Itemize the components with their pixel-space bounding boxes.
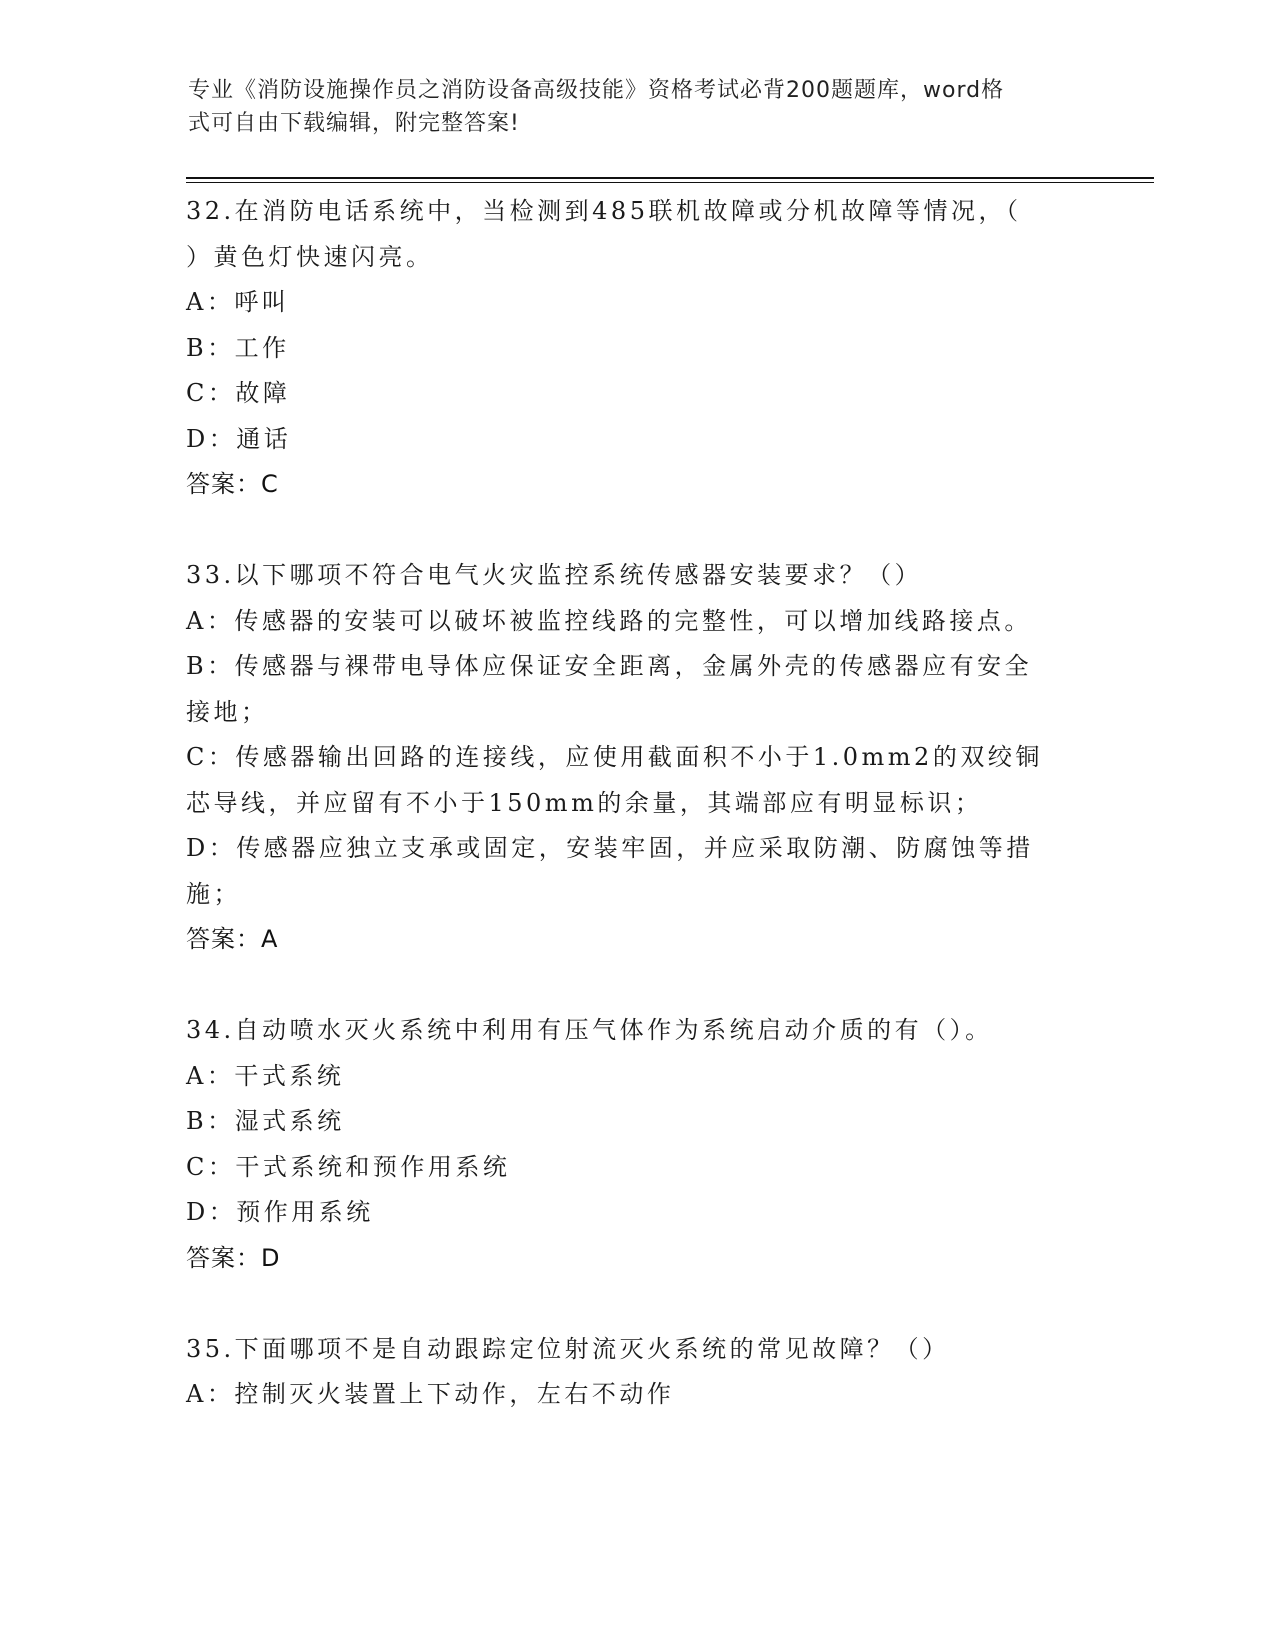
option-d-continued: 施； [186,879,241,908]
option-d: D：传感器应独立支承或固定，安装牢固，并应采取防潮、防腐蚀等措 [186,834,1034,862]
option-a: A：传感器的安装可以破坏被监控线路的完整性，可以增加线路接点。 [186,606,1032,635]
question-35 [186,1327,1076,1418]
option-a: A：干式系统 [186,1061,345,1090]
option-c: C：传感器输出回路的连接线，应使用截面积不小于1.0mm2的双绞铜 [186,743,1043,771]
option-b: B：湿式系统 [186,1107,345,1135]
option-a: A：呼叫 [186,288,290,316]
question-stem-continued: ）黄色灯快速闪亮。 [186,242,434,271]
option-c: C：故障 [186,379,291,407]
question-33 [186,553,1076,963]
question-stem: 33.以下哪项不符合电气火灾监控系统传感器安装要求？（） [186,561,923,589]
option-b: B：工作 [186,333,290,362]
option-d: D：通话 [186,424,292,453]
document-header [188,74,1068,140]
question-34 [186,1008,1076,1281]
question-stem: 32.在消防电话系统中，当检测到485联机故障或分机故障等情况，（ [186,197,1022,225]
option-d: D：预作用系统 [186,1198,374,1226]
header-divider-thick [186,177,1154,179]
option-a: A：控制灭火装置上下动作，左右不动作 [186,1380,675,1408]
question-32 [186,189,1076,508]
option-c-continued: 芯导线，并应留有不小于150mm的余量，其端部应有明显标识； [186,788,983,817]
answer: 答案：A [186,925,279,953]
header-line-2: 式可自由下载编辑，附完整答案! [188,111,520,136]
question-stem: 34.自动喷水灭火系统中利用有压气体作为系统启动介质的有（）。 [186,1016,993,1044]
header-divider-thin [186,182,1154,183]
option-c: C：干式系统和预作用系统 [186,1152,511,1181]
option-b-continued: 接地； [186,697,269,726]
question-stem: 35.下面哪项不是自动跟踪定位射流灭火系统的常见故障？（） [186,1334,950,1363]
header-line-1: 专业《消防设施操作员之消防设备高级技能》资格考试必背200题题库，word格 [188,78,1005,103]
answer: 答案：C [186,470,279,498]
question-list [186,189,1076,1418]
answer: 答案：D [186,1243,281,1272]
option-b: B：传感器与裸带电导体应保证安全距离，金属外壳的传感器应有安全 [186,652,1033,680]
